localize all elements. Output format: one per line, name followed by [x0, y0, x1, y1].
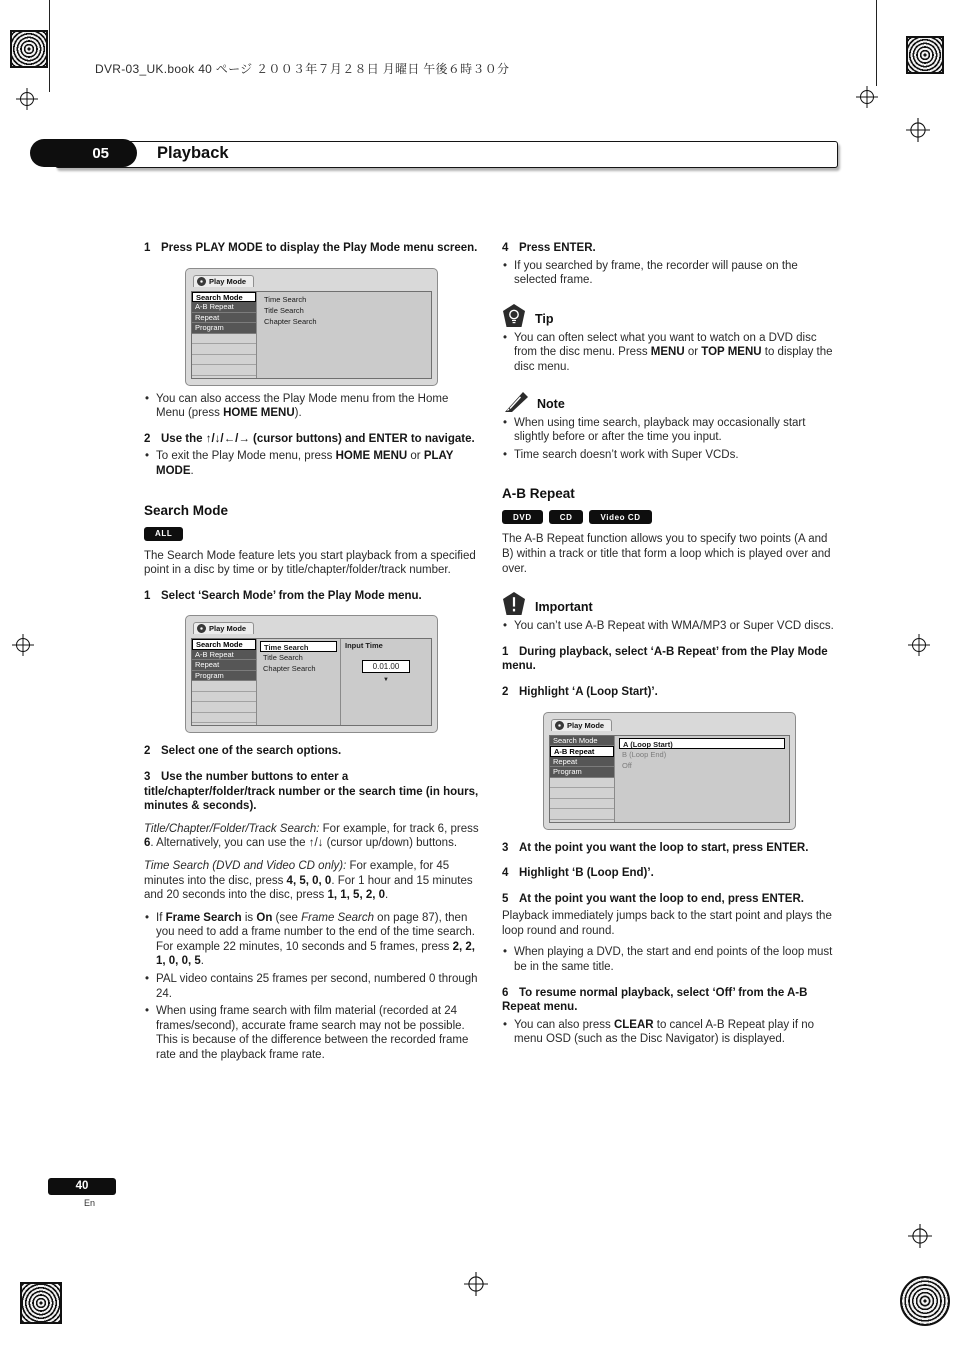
bullet-frame-pause: • If you searched by frame, the recorder will pause on the selected frame.: [502, 259, 838, 288]
badge-all: ALL: [144, 527, 183, 541]
tip-icon: [502, 304, 526, 328]
page-content: [144, 241, 838, 1063]
important-label: Important: [535, 600, 593, 615]
osd-menu-list: [192, 292, 257, 378]
osd-empty-row: [192, 713, 256, 724]
tip-label: Tip: [535, 311, 554, 326]
step-text: Use the ↑/↓/←/→ (cursor buttons) and ENTER to navigate.: [161, 432, 475, 445]
bullet-disc-menu: • You can often select what you want to watch on a DVD disc from the disc menu. Press MENU or TOP MENU to display the disc menu.: [502, 331, 838, 375]
step-number: 2: [144, 745, 151, 758]
note-callout: [502, 391, 838, 413]
bullet-film-material: • When using frame search with film material (recorded at 24 frames/second), accurate frame search may not be possible. This is because of the difference between the recorded frame rate and the playback frame rate.: [144, 1004, 480, 1062]
step-ab-loop-end: [502, 892, 838, 907]
heading-ab-repeat: A-B Repeat: [502, 486, 575, 502]
osd-option-title-search: Title Search: [264, 305, 304, 315]
para-loop-playback: Playback immediately jumps back to the start point and plays the loop round and round.: [502, 910, 832, 937]
badge-cd: CD: [549, 510, 584, 524]
bullet-super-vcd-note: • Time search doesn’t work with Super VCDs.: [502, 448, 838, 463]
step-text: Use the number buttons to enter a title/chapter/folder/track number or the search time (in hours, minutes & seconds).: [144, 770, 479, 813]
step-ab-highlight-a: [502, 685, 838, 700]
osd-menu-item-repeat: Repeat: [192, 660, 256, 671]
step-select-search-option: [144, 744, 480, 759]
crosshair-mark: [908, 634, 930, 656]
osd-body: [191, 291, 432, 379]
note-label: Note: [537, 396, 565, 411]
step-number: 2: [502, 685, 509, 698]
para-track-search: Title/Chapter/Folder/Track Search: For example, for track 6, press 6. Alternatively, you can use the ↑/↓ (cursor up/down) buttons.: [144, 822, 479, 850]
osd-empty-row: [192, 355, 256, 366]
page-language: En: [84, 1198, 96, 1208]
step-number: 3: [502, 841, 509, 854]
osd-input-time-label: Input Time: [345, 641, 383, 651]
crosshair-mark: [908, 1224, 932, 1248]
osd-menu-item-program: Program: [550, 767, 614, 778]
disc-icon: [197, 277, 206, 286]
step-text: Select ‘Search Mode’ from the Play Mode menu.: [161, 589, 422, 602]
disc-icon: [197, 624, 206, 633]
important-callout: [502, 592, 838, 616]
osd-menu-item-search-mode: Search Mode: [192, 292, 256, 303]
osd-menu-item-search-mode: Search Mode: [550, 736, 614, 747]
step-number: 1: [144, 242, 151, 254]
step-text: Press ENTER.: [519, 242, 596, 254]
bullet-ab-restriction: • You can’t use A-B Repeat with WMA/MP3 or Super VCD discs.: [502, 619, 838, 634]
screenshot-ab-repeat-menu: [543, 712, 796, 830]
chapter-title: Playback: [157, 144, 229, 162]
chapter-number-tab: 05: [30, 139, 137, 167]
step-number: 1: [502, 645, 509, 658]
step-number: 3: [144, 770, 151, 783]
bullet-frame-search: • If Frame Search is On (see Frame Search on page 87), then you need to add a frame number to the end of the time search. For example 22 minutes, 10 seconds and 5 frames, press 2, 2, 1, 0, 0, 5.: [144, 911, 480, 969]
step-number: 5: [502, 892, 509, 905]
bullet-time-search-note: • When using time search, playback may occasionally start slightly before or after the time you input.: [502, 416, 838, 445]
bullet-exit-play-mode: • To exit the Play Mode menu, press HOME MENU or PLAY MODE.: [144, 449, 480, 478]
osd-option-off: Off: [622, 760, 632, 770]
crosshair-mark: [856, 86, 878, 108]
step-text: To resume normal playback, select ‘Off’ from the A-B Repeat menu.: [502, 986, 808, 1014]
screenshot-search-mode-menu: [185, 615, 438, 733]
osd-empty-row: [192, 365, 256, 376]
osd-option-b-loop-end: B (Loop End): [622, 749, 667, 759]
badge-dvd: DVD: [502, 510, 543, 524]
osd-option-title-search: Title Search: [263, 653, 303, 663]
osd-title-tab: [193, 622, 254, 634]
step-text: Highlight ‘A (Loop Start)’.: [519, 685, 658, 698]
osd-menu-list: [192, 639, 257, 725]
osd-title: Play Mode: [567, 720, 605, 730]
osd-option-time-search: Time Search: [260, 641, 337, 652]
osd-empty-row: [550, 799, 614, 810]
osd-empty-row: [550, 788, 614, 799]
crosshair-mark: [16, 88, 38, 110]
osd-input-time-panel: [341, 639, 431, 725]
para-ab-intro: The A-B Repeat function allows you to specify two points (A and B) within a track or title that form a loop which is played over and over.: [502, 533, 831, 575]
registration-mark: [20, 1282, 62, 1324]
osd-submenu: [257, 639, 341, 725]
step-text: During playback, select ‘A-B Repeat’ from the Play Mode menu.: [502, 645, 828, 673]
osd-empty-row: [192, 681, 256, 692]
osd-body: [549, 735, 790, 823]
bullet-clear-cancel: • You can also press CLEAR to cancel A-B Repeat play if no menu OSD (such as the Disc Navigator) is displayed.: [502, 1018, 838, 1047]
step-ab-loop-start: [502, 841, 838, 856]
crosshair-mark: [464, 1272, 488, 1296]
disc-badge-row: [502, 510, 838, 524]
heading-search-mode: Search Mode: [144, 502, 229, 518]
osd-menu-item-search-mode: Search Mode: [192, 639, 256, 650]
step-number: 6: [502, 986, 509, 999]
disc-badge-row: [144, 527, 480, 541]
osd-option-a-loop-start: A (Loop Start): [619, 738, 785, 749]
osd-option-chapter-search: Chapter Search: [264, 316, 317, 326]
osd-empty-row: [192, 702, 256, 713]
step-press-play-mode: [144, 241, 480, 256]
osd-menu-item-ab-repeat: A-B Repeat: [192, 302, 256, 313]
osd-menu-list: [550, 736, 615, 822]
chapter-header: [30, 139, 837, 167]
registration-mark: [10, 30, 48, 68]
osd-title: Play Mode: [209, 624, 247, 634]
step-text: Press PLAY MODE to display the Play Mode menu screen.: [161, 242, 478, 254]
note-icon: [502, 391, 528, 413]
crop-line: [49, 0, 50, 92]
step-ab-resume: [502, 986, 838, 1015]
step-text: Select one of the search options.: [161, 745, 342, 758]
osd-empty-row: [192, 344, 256, 355]
osd-menu-item-repeat: Repeat: [192, 313, 256, 324]
osd-empty-row: [192, 692, 256, 703]
bullet-home-menu-access: • You can also access the Play Mode menu from the Home Menu (press HOME MENU).: [144, 392, 480, 421]
osd-option-time-search: Time Search: [264, 294, 307, 304]
step-enter-number: [144, 770, 480, 814]
osd-menu-item-program: Program: [192, 323, 256, 334]
print-header: DVR-03_UK.book 40 ページ ２００３年７月２８日 月曜日 午後６時３０分: [95, 62, 510, 76]
osd-time-value: 0.01.00: [362, 660, 410, 673]
osd-title: Play Mode: [209, 276, 247, 286]
step-text: At the point you want the loop to end, press ENTER.: [519, 892, 804, 905]
crop-line: [876, 0, 877, 86]
step-number: 4: [502, 242, 509, 254]
para-time-search: Time Search (DVD and Video CD only): For example, for 45 minutes into the disc, press 4, 5, 0, 0. For 1 hour and 15 minutes and 20 seconds into the disc, press 1, 1, 5, 2, 0.: [144, 859, 473, 902]
step-select-search-mode: [144, 589, 480, 604]
osd-option-chapter-search: Chapter Search: [263, 664, 316, 674]
tip-callout: [502, 304, 838, 328]
step-text: Highlight ‘B (Loop End)’.: [519, 867, 654, 880]
registration-mark: [900, 1276, 950, 1326]
step-ab-select: [502, 645, 838, 674]
osd-empty-row: [550, 809, 614, 820]
step-number: 1: [144, 589, 151, 602]
page-footer: [48, 1178, 118, 1208]
osd-submenu: [257, 292, 431, 378]
osd-menu-item-repeat: Repeat: [550, 757, 614, 768]
important-icon: [502, 592, 526, 616]
right-column: [502, 241, 838, 1063]
para-search-mode-intro: The Search Mode feature lets you start playback from a specified point in a disc by time or by title/chapter/folder/track number.: [144, 549, 476, 577]
osd-title-tab: [193, 275, 254, 287]
step-cursor-navigate: [144, 432, 480, 447]
page-number-badge: 40: [48, 1178, 116, 1195]
step-number: 4: [502, 867, 509, 880]
down-arrow-icon: [345, 674, 427, 683]
bullet-pal-frames: • PAL video contains 25 frames per second, numbered 0 through 24.: [144, 972, 480, 1001]
step-press-enter: [502, 241, 838, 256]
badge-video-cd: Video CD: [589, 510, 651, 524]
osd-body: [191, 638, 432, 726]
osd-empty-row: [550, 778, 614, 789]
crosshair-mark: [906, 118, 930, 142]
step-number: 2: [144, 432, 151, 445]
osd-menu-item-ab-repeat: A-B Repeat: [550, 746, 614, 757]
osd-menu-item-ab-repeat: A-B Repeat: [192, 650, 256, 661]
osd-submenu: [615, 736, 789, 822]
step-text: At the point you want the loop to start, press ENTER.: [519, 841, 809, 854]
crosshair-mark: [12, 634, 34, 656]
left-column: [144, 241, 480, 1063]
osd-title-tab: [551, 719, 612, 731]
bullet-same-title: • When playing a DVD, the start and end points of the loop must be in the same title.: [502, 945, 838, 974]
osd-menu-item-program: Program: [192, 671, 256, 682]
disc-icon: [555, 721, 564, 730]
osd-empty-row: [192, 334, 256, 345]
screenshot-play-mode-menu: [185, 268, 438, 386]
step-ab-highlight-b: [502, 866, 838, 881]
registration-mark: [906, 36, 944, 74]
